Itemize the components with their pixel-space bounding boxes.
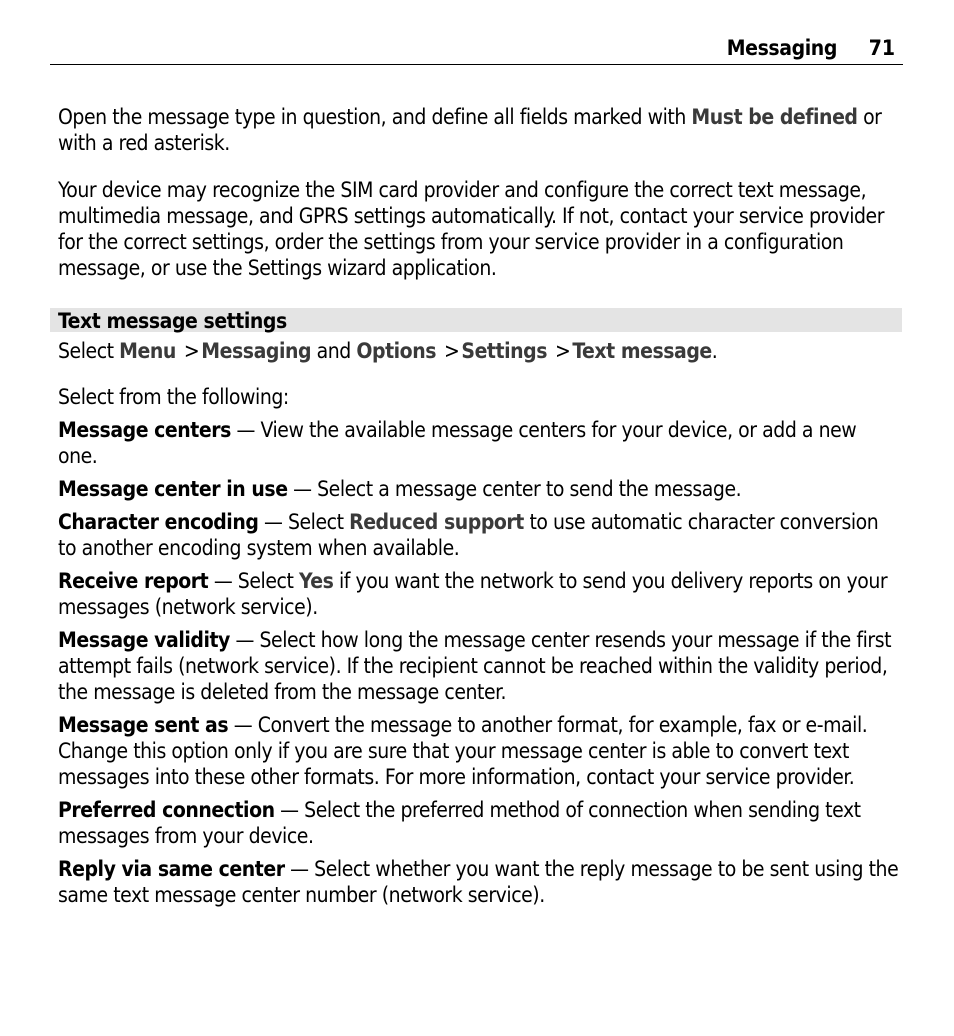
chapter-title: Messaging (726, 36, 837, 60)
setting-description: — Select the preferred method of connection when sending text messages from your device. (58, 798, 861, 848)
nav-text: and (311, 339, 357, 363)
intro-text: Open the message type in question, and define all fields marked with (58, 105, 692, 129)
setting-term: Message centers (58, 418, 231, 442)
setting-message-centers (58, 417, 900, 469)
ui-term-yes: Yes (298, 569, 334, 593)
nav-options: Options (356, 339, 437, 363)
setting-description: if you want the network to send you delivery reports on your messages (network service). (58, 569, 888, 619)
setting-receive-report (58, 568, 900, 620)
setting-message-validity (58, 627, 900, 705)
nav-separator: > (555, 339, 571, 363)
ui-term-must-be-defined: Must be defined (691, 105, 858, 129)
setting-description: — Select how long the message center resends your message if the first attempt fails (network service). If the recipient cannot be reached within the validity period, the message is deleted from the message center. (58, 628, 892, 704)
setting-description: — Select a message center to send the message. (287, 477, 742, 501)
nav-messaging: Messaging (201, 339, 312, 363)
setting-reply-via-same-center (58, 856, 900, 908)
page-content (58, 104, 900, 915)
select-lead: Select from the following: (58, 385, 289, 409)
setting-description: — Select (258, 510, 350, 534)
setting-description: — Convert the message to another format, for example, fax or e-mail. Change this option only if you are sure that your message center is able to convert text messages into these other formats. For more information, contact your service provider. (58, 713, 868, 789)
setting-term: Reply via same center (58, 857, 285, 881)
page-number: 71 (868, 36, 895, 60)
intro-text: or with a red asterisk. (58, 105, 882, 155)
intro-paragraph-2: Your device may recognize the SIM card provider and configure the correct text message, multimedia message, and GPRS settings automatically. If not, contact your service provider for the correct settings, order the settings from your service provider in a configuration message, or use the Settings wizard application. (58, 178, 885, 280)
intro-paragraph-1 (58, 104, 900, 156)
setting-term: Character encoding (58, 510, 259, 534)
nav-separator: > (183, 339, 200, 363)
section-title: Text message settings (50, 308, 902, 332)
setting-description: — View the available message centers for your device, or add a new one. (58, 418, 857, 468)
nav-text-message: Text message (572, 339, 712, 363)
setting-character-encoding (58, 509, 900, 561)
navigation-path (58, 338, 900, 364)
setting-preferred-connection (58, 797, 900, 849)
nav-separator: > (444, 339, 460, 363)
setting-description: — Select whether you want the reply message to be sent using the same text message center number (network service). (58, 857, 899, 907)
page-header (50, 34, 903, 65)
setting-description: — Select (208, 569, 299, 593)
ui-term-reduced-support: Reduced support (349, 510, 524, 534)
nav-menu: Menu (119, 339, 176, 363)
setting-term: Message center in use (58, 477, 288, 501)
setting-term: Message validity (58, 628, 230, 652)
nav-settings: Settings (461, 339, 547, 363)
nav-text: . (711, 339, 718, 363)
nav-text: Select (58, 339, 120, 363)
setting-term: Receive report (58, 569, 209, 593)
setting-term: Preferred connection (58, 798, 275, 822)
setting-message-sent-as (58, 712, 900, 790)
setting-description: to use automatic character conversion to another encoding system when available. (58, 510, 879, 560)
setting-message-center-in-use (58, 476, 900, 502)
setting-term: Message sent as (58, 713, 229, 737)
